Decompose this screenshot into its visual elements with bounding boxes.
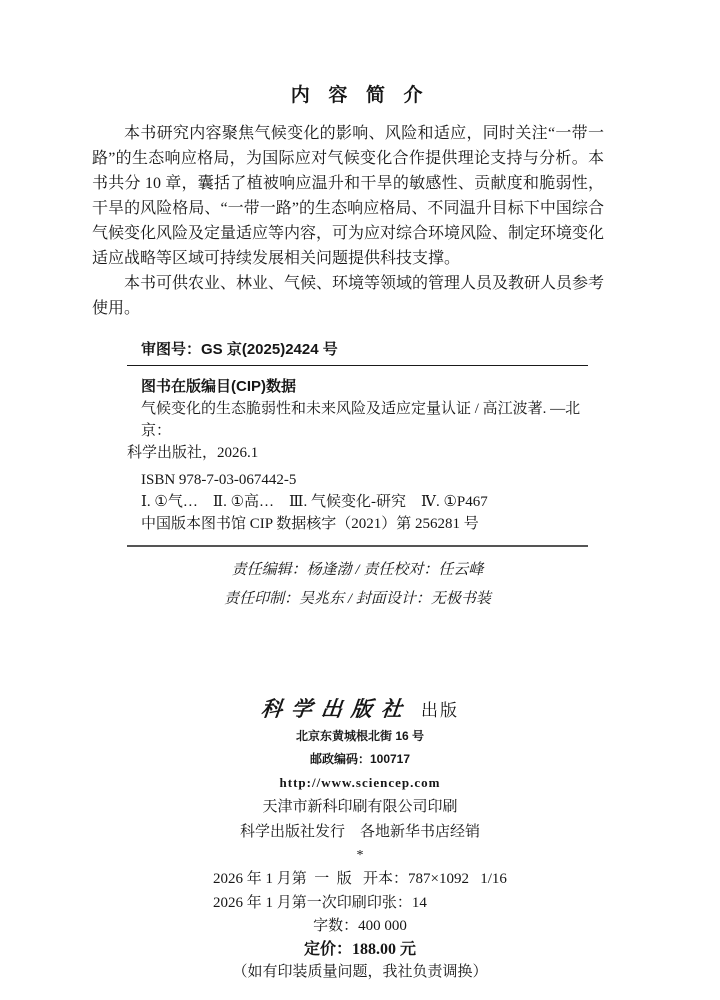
price: 定价：188.00 元 — [303, 941, 416, 958]
publisher-logo-line — [0, 696, 720, 725]
content-summary-title: 内 容 简 介 — [290, 85, 430, 106]
cip-heading: 图书在版编目(CIP)数据 — [141, 378, 296, 395]
print-sheets: 印张：14 — [366, 895, 427, 911]
publisher-logo: 科学出版社 — [259, 697, 413, 721]
cip-entry-line-1: 气候变化的生态脆弱性和未来风险及适应定量认证 / 高江波著. —北京： — [141, 401, 581, 439]
cip-registry-line: 中国版本图书馆 CIP 数据核字（2021）第 256281 号 — [141, 516, 479, 532]
printer-line: 天津市新科印刷有限公司印刷 — [262, 799, 458, 815]
map-approval-number: 审图号：GS 京(2025)2424 号 — [141, 341, 338, 358]
publisher-website: http://www.sciencep.com — [279, 775, 441, 790]
imprint — [0, 696, 720, 984]
colophon — [127, 340, 588, 614]
classification-line: Ⅰ. ①气… Ⅱ. ①高… Ⅲ. 气候变化-研究 Ⅳ. ①P467 — [141, 494, 488, 510]
content-summary — [92, 121, 604, 321]
intro-paragraph-2: 本书可供农业、林业、气候、环境等领域的管理人员及教研人员参考使用。 — [92, 275, 605, 317]
cip-entry-line-2: 科学出版社，2026.1 — [127, 445, 259, 461]
cip-block — [127, 366, 588, 547]
publisher-postcode: 邮政编码：100717 — [309, 752, 411, 766]
publisher-address: 北京东黄城根北街 16 号 — [295, 729, 425, 743]
print-date: 2026 年 1 月第一次印刷 — [213, 895, 367, 911]
publish-label: 出版 — [421, 701, 459, 720]
edition-block — [213, 867, 507, 915]
exchange-note: （如有印装质量问题，我社负责调换） — [232, 964, 488, 980]
staff-credits-line-2: 责任印制：吴兆东 / 封面设计：无极书装 — [224, 591, 491, 607]
map-approval-block — [127, 340, 588, 366]
edition-format: 开本：787×1092 1/16 — [363, 871, 507, 887]
staff-credits — [127, 556, 588, 614]
edition-line-1 — [213, 867, 507, 891]
separator-asterisk: * — [356, 848, 364, 863]
edition-date: 2026 年 1 月第 一 版 — [213, 871, 352, 887]
distribution-line: 科学出版社发行 各地新华书店经销 — [239, 824, 480, 840]
word-count: 字数：400 000 — [313, 918, 407, 934]
isbn-line: ISBN 978-7-03-067442-5 — [141, 472, 297, 488]
edition-line-2 — [213, 891, 507, 915]
staff-credits-line-1: 责任编辑：杨逢渤 / 责任校对：任云峰 — [231, 562, 484, 578]
intro-paragraph-1: 本书研究内容聚焦气候变化的影响、风险和适应，同时关注“一带一路”的生态响应格局，为国际应对气候变化合作提供理论支持与分析。本书共分 10 章，囊括了植被响应温升和干旱的敏感性、贡献度和脆弱性，干旱的风险格局、“一带一路”的生态响应格局、不同温升目标下中国综合气候变化风险及定量适应等内容，可为应对综合环境风险、制定环境变化适应战略等区域可持续发展相关问题提供科技支撑。 — [92, 125, 605, 267]
